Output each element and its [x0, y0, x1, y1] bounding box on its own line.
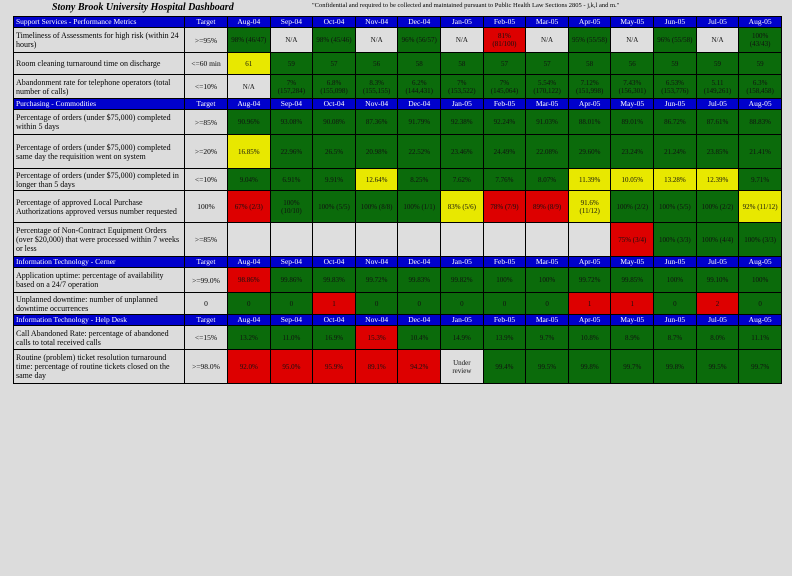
month-header: Aug-04: [228, 315, 271, 326]
metric-value-cell: 20.98%: [355, 135, 398, 169]
metric-value-cell: 98.86%: [228, 268, 271, 293]
metric-value-cell: 100% (10/10): [270, 191, 313, 223]
month-header: May-05: [611, 257, 654, 268]
metric-label: Percentage of orders (under $75,000) completed within 5 days: [14, 110, 185, 135]
month-header: Dec-04: [398, 257, 441, 268]
metric-target: >=85%: [185, 110, 228, 135]
metric-value-cell: 15.3%: [355, 326, 398, 350]
metric-value-cell: 57: [526, 53, 569, 75]
metric-value-cell: 100% (2/2): [611, 191, 654, 223]
metric-value-cell: 0: [355, 293, 398, 315]
metric-row: [14, 350, 782, 384]
target-header: Target: [185, 315, 228, 326]
metric-row: [14, 293, 782, 315]
metric-value-cell: 0: [228, 293, 271, 315]
metric-value-cell: 100% (3/3): [654, 223, 697, 257]
section-title: Information Technology - Cerner: [14, 257, 185, 268]
metric-value-cell: 9.71%: [739, 169, 782, 191]
metric-value-cell: 100%: [526, 268, 569, 293]
metric-target: >=98.0%: [185, 350, 228, 384]
metric-value-cell: 23.24%: [611, 135, 654, 169]
metric-row: [14, 268, 782, 293]
metric-value-cell: 6.2% (144,431): [398, 75, 441, 99]
metric-value-cell: [355, 223, 398, 257]
page-title: Stony Brook University Hospital Dashboard: [52, 2, 234, 13]
metric-value-cell: 83% (5/6): [441, 191, 484, 223]
month-header: Jan-05: [441, 315, 484, 326]
metric-target: 0: [185, 293, 228, 315]
metric-value-cell: 100% (5/5): [654, 191, 697, 223]
metric-value-cell: 0: [441, 293, 484, 315]
metric-value-cell: 10.8%: [568, 326, 611, 350]
metric-value-cell: 99.8%: [568, 350, 611, 384]
month-header: Aug-04: [228, 99, 271, 110]
metric-value-cell: 89% (8/9): [526, 191, 569, 223]
month-header: Nov-04: [355, 315, 398, 326]
metric-value-cell: 92.38%: [441, 110, 484, 135]
metric-value-cell: 91.79%: [398, 110, 441, 135]
metric-value-cell: 0: [483, 293, 526, 315]
metric-value-cell: [568, 223, 611, 257]
metric-value-cell: 99.86%: [270, 268, 313, 293]
metric-value-cell: 99.10%: [696, 268, 739, 293]
metric-value-cell: 7% (157,284): [270, 75, 313, 99]
metric-value-cell: 99.7%: [739, 350, 782, 384]
metric-value-cell: [398, 223, 441, 257]
metric-value-cell: 8.25%: [398, 169, 441, 191]
month-header: Oct-04: [313, 17, 356, 28]
month-header: Sep-04: [270, 99, 313, 110]
month-header: Oct-04: [313, 99, 356, 110]
metric-label: Room cleaning turnaround time on discharge: [14, 53, 185, 75]
metric-value-cell: [526, 223, 569, 257]
metric-value-cell: 16.85%: [228, 135, 271, 169]
metric-target: 100%: [185, 191, 228, 223]
metric-value-cell: 0: [270, 293, 313, 315]
metric-value-cell: 75% (3/4): [611, 223, 654, 257]
month-header: Mar-05: [526, 99, 569, 110]
metric-value-cell: 58: [568, 53, 611, 75]
month-header: Sep-04: [270, 257, 313, 268]
metric-value-cell: 9.7%: [526, 326, 569, 350]
section-header-row: [14, 315, 782, 326]
metric-value-cell: 59: [739, 53, 782, 75]
month-header: Aug-04: [228, 17, 271, 28]
metric-value-cell: 56: [355, 53, 398, 75]
metric-value-cell: N/A: [228, 75, 271, 99]
month-header: Jul-05: [696, 257, 739, 268]
metric-value-cell: 99.4%: [483, 350, 526, 384]
metric-value-cell: N/A: [611, 28, 654, 53]
metric-value-cell: 81% (81/100): [483, 28, 526, 53]
metric-value-cell: 99.83%: [313, 268, 356, 293]
metric-label: Application uptime: percentage of availability based on a 24/7 operation: [14, 268, 185, 293]
metric-value-cell: 23.85%: [696, 135, 739, 169]
metric-label: Call Abandoned Rate: percentage of abandoned calls to total received calls: [14, 326, 185, 350]
metric-value-cell: 5.54% (170,122): [526, 75, 569, 99]
metric-value-cell: 59: [270, 53, 313, 75]
month-header: Mar-05: [526, 257, 569, 268]
metric-target: >=99.0%: [185, 268, 228, 293]
metric-value-cell: 0: [654, 293, 697, 315]
metric-value-cell: 99.8%: [654, 350, 697, 384]
month-header: Dec-04: [398, 17, 441, 28]
month-header: Jun-05: [654, 257, 697, 268]
month-header: Mar-05: [526, 17, 569, 28]
metric-target: >=95%: [185, 28, 228, 53]
metric-label: Percentage of Non-Contract Equipment Orders (over $20,000) that were processed within 7 weeks or less: [14, 223, 185, 257]
month-header: Jan-05: [441, 257, 484, 268]
metric-value-cell: 88.01%: [568, 110, 611, 135]
month-header: Feb-05: [483, 257, 526, 268]
month-header: Aug-05: [739, 99, 782, 110]
metric-target: <=60 min: [185, 53, 228, 75]
metric-value-cell: [313, 223, 356, 257]
metric-row: [14, 75, 782, 99]
month-header: Oct-04: [313, 315, 356, 326]
month-header: Feb-05: [483, 315, 526, 326]
metric-value-cell: 13.28%: [654, 169, 697, 191]
metric-value-cell: 59: [654, 53, 697, 75]
section-title: Support Services - Performance Metrics: [14, 17, 185, 28]
metric-value-cell: 13.2%: [228, 326, 271, 350]
metric-value-cell: 7.76%: [483, 169, 526, 191]
metric-value-cell: 1: [568, 293, 611, 315]
metric-value-cell: 92% (11/12): [739, 191, 782, 223]
month-header: Apr-05: [568, 315, 611, 326]
metric-value-cell: 7% (145,064): [483, 75, 526, 99]
metric-value-cell: 78% (7/9): [483, 191, 526, 223]
month-header: May-05: [611, 17, 654, 28]
month-header: Nov-04: [355, 99, 398, 110]
month-header: Jun-05: [654, 315, 697, 326]
month-header: Dec-04: [398, 99, 441, 110]
month-header: Sep-04: [270, 315, 313, 326]
metric-value-cell: 21.41%: [739, 135, 782, 169]
metric-value-cell: 1: [313, 293, 356, 315]
section-header-row: [14, 257, 782, 268]
metric-value-cell: 0: [398, 293, 441, 315]
confidentiality-notice: "Confidential and required to be collected and maintained pursuant to Public Health Law Sections 2805 - j,k,l and m.": [312, 2, 620, 9]
metric-row: [14, 169, 782, 191]
month-header: Apr-05: [568, 17, 611, 28]
metric-value-cell: 91.6% (11/12): [568, 191, 611, 223]
metric-value-cell: 95% (55/58): [568, 28, 611, 53]
target-header: Target: [185, 257, 228, 268]
section-header-row: [14, 17, 782, 28]
metric-row: [14, 191, 782, 223]
metric-value-cell: 7.62%: [441, 169, 484, 191]
metric-value-cell: 5.11 (149,261): [696, 75, 739, 99]
metric-value-cell: 99.85%: [611, 268, 654, 293]
metric-value-cell: 14.9%: [441, 326, 484, 350]
month-header: May-05: [611, 315, 654, 326]
metric-label: Timeliness of Assessments for high risk (within 24 hours): [14, 28, 185, 53]
metric-value-cell: 9.04%: [228, 169, 271, 191]
metric-value-cell: 100% (1/1): [398, 191, 441, 223]
metric-value-cell: 22.96%: [270, 135, 313, 169]
metric-value-cell: 10.4%: [398, 326, 441, 350]
metric-value-cell: 89.1%: [355, 350, 398, 384]
month-header: Sep-04: [270, 17, 313, 28]
month-header: Nov-04: [355, 17, 398, 28]
metric-value-cell: 11.39%: [568, 169, 611, 191]
metric-value-cell: 59: [696, 53, 739, 75]
section-title: Purchasing - Commodities: [14, 99, 185, 110]
metric-value-cell: 92.24%: [483, 110, 526, 135]
section-title: Information Technology - Help Desk: [14, 315, 185, 326]
metric-value-cell: 99.72%: [568, 268, 611, 293]
metric-row: [14, 110, 782, 135]
metric-value-cell: 21.24%: [654, 135, 697, 169]
metric-value-cell: 98% (46/47): [228, 28, 271, 53]
metric-value-cell: 88.83%: [739, 110, 782, 135]
month-header: Dec-04: [398, 315, 441, 326]
metric-value-cell: 24.49%: [483, 135, 526, 169]
dashboard-table: [13, 16, 782, 384]
metric-value-cell: 87.61%: [696, 110, 739, 135]
month-header: Mar-05: [526, 315, 569, 326]
metric-value-cell: 100%: [483, 268, 526, 293]
metric-value-cell: 8.9%: [611, 326, 654, 350]
metric-value-cell: 100%: [739, 268, 782, 293]
metric-value-cell: 100% (5/5): [313, 191, 356, 223]
month-header: Jul-05: [696, 17, 739, 28]
metric-value-cell: 87.36%: [355, 110, 398, 135]
month-header: Jun-05: [654, 17, 697, 28]
metric-value-cell: 22.52%: [398, 135, 441, 169]
metric-value-cell: 99.83%: [398, 268, 441, 293]
metric-value-cell: [228, 223, 271, 257]
metric-value-cell: 7% (153,522): [441, 75, 484, 99]
metric-value-cell: 56: [611, 53, 654, 75]
metric-value-cell: 94.2%: [398, 350, 441, 384]
metric-label: Abandonment rate for telephone operators (total number of calls): [14, 75, 185, 99]
month-header: Jun-05: [654, 99, 697, 110]
month-header: Jul-05: [696, 315, 739, 326]
metric-target: >=20%: [185, 135, 228, 169]
metric-value-cell: N/A: [441, 28, 484, 53]
metric-value-cell: [270, 223, 313, 257]
metric-value-cell: 12.64%: [355, 169, 398, 191]
metric-value-cell: 100% (3/3): [739, 223, 782, 257]
metric-value-cell: 26.5%: [313, 135, 356, 169]
metric-value-cell: 57: [313, 53, 356, 75]
metric-value-cell: 12.39%: [696, 169, 739, 191]
month-header: Feb-05: [483, 99, 526, 110]
metric-label: Percentage of orders (under $75,000) completed in longer than 5 days: [14, 169, 185, 191]
metric-value-cell: 96% (55/58): [654, 28, 697, 53]
metric-value-cell: 7.43% (156,301): [611, 75, 654, 99]
metric-value-cell: 9.91%: [313, 169, 356, 191]
metric-row: [14, 135, 782, 169]
metric-value-cell: 11.0%: [270, 326, 313, 350]
metric-label: Percentage of orders (under $75,000) completed same day the requisition went on system: [14, 135, 185, 169]
metric-value-cell: 7.12% (151,998): [568, 75, 611, 99]
metric-value-cell: Under review: [441, 350, 484, 384]
metric-row: [14, 28, 782, 53]
month-header: Nov-04: [355, 257, 398, 268]
metric-value-cell: 8.0%: [696, 326, 739, 350]
metric-value-cell: 100% (8/8): [355, 191, 398, 223]
month-header: Feb-05: [483, 17, 526, 28]
metric-value-cell: 90.96%: [228, 110, 271, 135]
metric-value-cell: 13.9%: [483, 326, 526, 350]
metric-value-cell: 57: [483, 53, 526, 75]
metric-value-cell: N/A: [526, 28, 569, 53]
metric-value-cell: 96% (56/57): [398, 28, 441, 53]
metric-value-cell: N/A: [270, 28, 313, 53]
month-header: Aug-05: [739, 257, 782, 268]
month-header: Aug-05: [739, 315, 782, 326]
metric-label: Percentage of approved Local Purchase Authorizations approved versus number requested: [14, 191, 185, 223]
metric-value-cell: 10.05%: [611, 169, 654, 191]
metric-value-cell: 99.5%: [696, 350, 739, 384]
metric-value-cell: 6.3% (158,458): [739, 75, 782, 99]
metric-label: Routine (problem) ticket resolution turnaround time: percentage of routine tickets closed on the same day: [14, 350, 185, 384]
month-header: Jan-05: [441, 99, 484, 110]
metric-value-cell: 16.9%: [313, 326, 356, 350]
metric-target: <=15%: [185, 326, 228, 350]
month-header: Aug-05: [739, 17, 782, 28]
metric-target: >=85%: [185, 223, 228, 257]
metric-value-cell: [441, 223, 484, 257]
metric-value-cell: 99.82%: [441, 268, 484, 293]
metric-row: [14, 53, 782, 75]
metric-value-cell: 0: [526, 293, 569, 315]
metric-value-cell: 61: [228, 53, 271, 75]
metric-label: Unplanned downtime: number of unplanned downtime occurrences: [14, 293, 185, 315]
metric-value-cell: 23.46%: [441, 135, 484, 169]
metric-value-cell: 6.53% (153,776): [654, 75, 697, 99]
metric-value-cell: 6.91%: [270, 169, 313, 191]
metric-value-cell: N/A: [696, 28, 739, 53]
metric-value-cell: 8.3% (155,155): [355, 75, 398, 99]
metric-value-cell: 58: [398, 53, 441, 75]
metric-value-cell: 58: [441, 53, 484, 75]
page-header: [0, 0, 792, 16]
metric-value-cell: 8.07%: [526, 169, 569, 191]
month-header: May-05: [611, 99, 654, 110]
metric-value-cell: 0: [739, 293, 782, 315]
metric-value-cell: 8.7%: [654, 326, 697, 350]
section-header-row: [14, 99, 782, 110]
month-header: Jul-05: [696, 99, 739, 110]
metric-value-cell: 67% (2/3): [228, 191, 271, 223]
target-header: Target: [185, 17, 228, 28]
month-header: Apr-05: [568, 99, 611, 110]
metric-value-cell: 100%: [654, 268, 697, 293]
metric-value-cell: 100% (2/2): [696, 191, 739, 223]
metric-value-cell: 86.72%: [654, 110, 697, 135]
metric-value-cell: 1: [611, 293, 654, 315]
month-header: Apr-05: [568, 257, 611, 268]
metric-value-cell: 2: [696, 293, 739, 315]
metric-row: [14, 326, 782, 350]
month-header: Aug-04: [228, 257, 271, 268]
metric-target: <=10%: [185, 169, 228, 191]
metric-value-cell: 90.08%: [313, 110, 356, 135]
metric-value-cell: 22.08%: [526, 135, 569, 169]
month-header: Oct-04: [313, 257, 356, 268]
metric-value-cell: 92.0%: [228, 350, 271, 384]
metric-value-cell: 98% (45/46): [313, 28, 356, 53]
month-header: Jan-05: [441, 17, 484, 28]
metric-value-cell: 29.60%: [568, 135, 611, 169]
metric-value-cell: 91.03%: [526, 110, 569, 135]
metric-value-cell: 99.5%: [526, 350, 569, 384]
metric-value-cell: 93.08%: [270, 110, 313, 135]
metric-value-cell: N/A: [355, 28, 398, 53]
metric-value-cell: 6.8% (155,098): [313, 75, 356, 99]
metric-target: <=10%: [185, 75, 228, 99]
metric-row: [14, 223, 782, 257]
metric-value-cell: 11.1%: [739, 326, 782, 350]
metric-value-cell: 95.0%: [270, 350, 313, 384]
metric-value-cell: 100% (4/4): [696, 223, 739, 257]
metric-value-cell: 100% (43/43): [739, 28, 782, 53]
metric-value-cell: [483, 223, 526, 257]
target-header: Target: [185, 99, 228, 110]
metric-value-cell: 99.7%: [611, 350, 654, 384]
metric-value-cell: 95.9%: [313, 350, 356, 384]
metric-value-cell: 89.01%: [611, 110, 654, 135]
metric-value-cell: 99.72%: [355, 268, 398, 293]
